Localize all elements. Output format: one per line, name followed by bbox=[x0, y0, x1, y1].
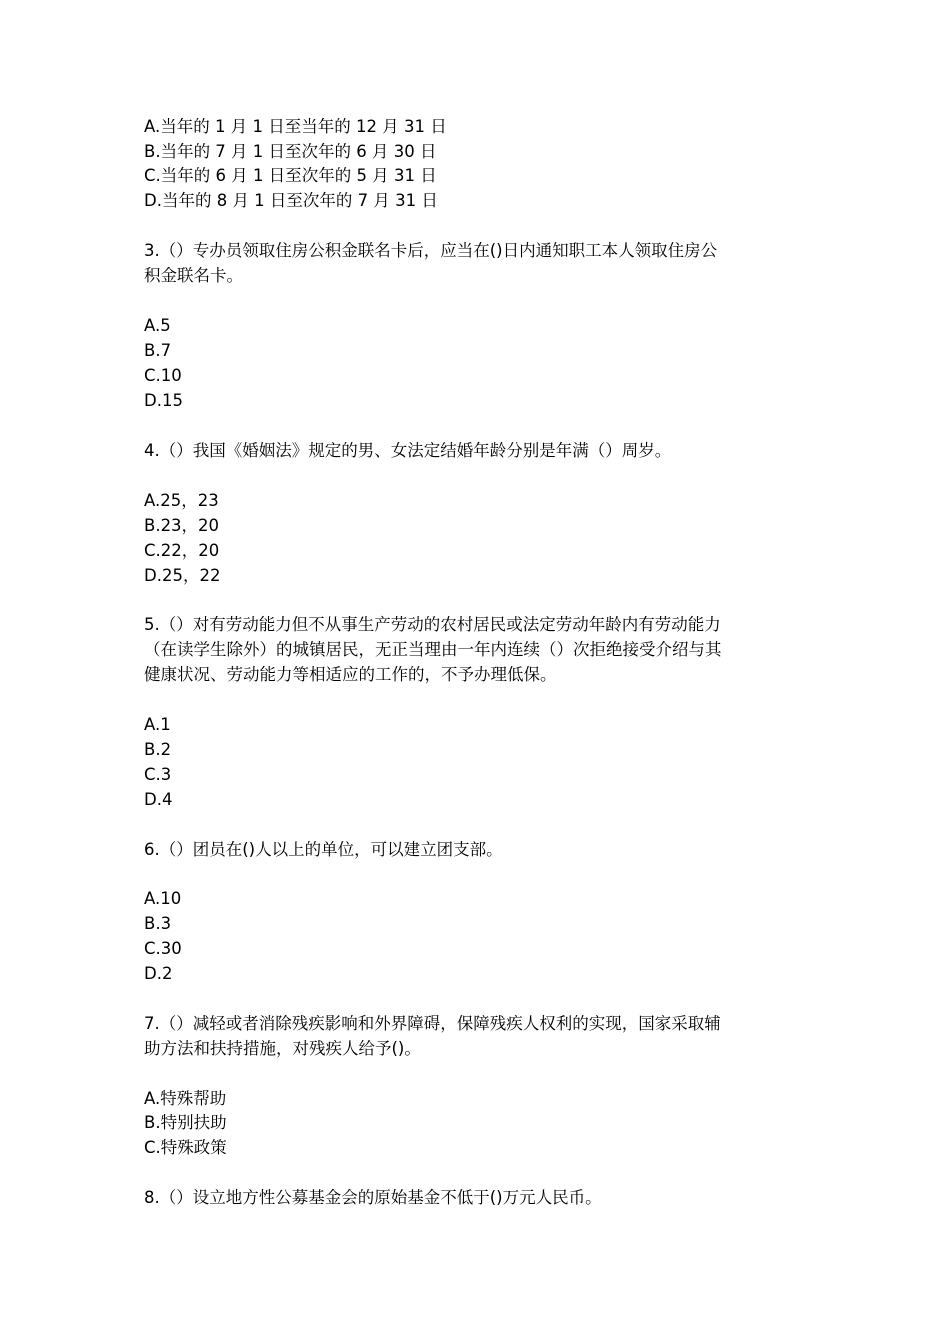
q7-option-c: C.特殊政策 bbox=[144, 1138, 227, 1157]
q7-text-line-1: 7.（）减轻或者消除残疾影响和外界障碍，保障残疾人权利的实现，国家采取辅 bbox=[144, 1014, 721, 1033]
q5-option-b: B.2 bbox=[144, 740, 172, 759]
q8-text-line-1: 8.（）设立地方性公募基金会的原始基金不低于()万元人民币。 bbox=[144, 1188, 602, 1207]
q3-option-b: B.7 bbox=[144, 341, 172, 360]
q6-option-a: A.10 bbox=[144, 889, 182, 908]
q4-option-c: C.22，20 bbox=[144, 541, 220, 560]
q5-option-c: C.3 bbox=[144, 765, 172, 784]
q3-text-line-1: 3.（）专办员领取住房公积金联名卡后，应当在()日内通知职工本人领取住房公 bbox=[144, 241, 718, 260]
q2-option-a: A.当年的 1 月 1 日至当年的 12 月 31 日 bbox=[144, 117, 447, 136]
q2-option-d: D.当年的 8 月 1 日至次年的 7 月 31 日 bbox=[144, 191, 438, 210]
q2-option-c: C.当年的 6 月 1 日至次年的 5 月 31 日 bbox=[144, 166, 437, 185]
q5-text-line-2: （在读学生除外）的城镇居民，无正当理由一年内连续（）次拒绝接受介绍与其 bbox=[144, 640, 722, 659]
q2-option-b: B.当年的 7 月 1 日至次年的 6 月 30 日 bbox=[144, 142, 437, 161]
q3-option-d: D.15 bbox=[144, 391, 183, 410]
q5-text-line-3: 健康状况、劳动能力等相适应的工作的，不予办理低保。 bbox=[144, 665, 557, 684]
q5-option-a: A.1 bbox=[144, 715, 171, 734]
q7-option-a: A.特殊帮助 bbox=[144, 1089, 227, 1108]
q6-option-b: B.3 bbox=[144, 914, 172, 933]
q7-option-b: B.特别扶助 bbox=[144, 1113, 227, 1132]
q6-text-line-1: 6.（）团员在()人以上的单位，可以建立团支部。 bbox=[144, 840, 503, 859]
q4-text-line-1: 4.（）我国《婚姻法》规定的男、女法定结婚年龄分别是年满（）周岁。 bbox=[144, 441, 672, 460]
q3-option-a: A.5 bbox=[144, 316, 171, 335]
q3-option-c: C.10 bbox=[144, 366, 182, 385]
q6-option-d: D.2 bbox=[144, 964, 173, 983]
q6-option-c: C.30 bbox=[144, 939, 182, 958]
q3-text-line-2: 积金联名卡。 bbox=[144, 266, 243, 285]
q5-option-d: D.4 bbox=[144, 790, 173, 809]
q4-option-b: B.23，20 bbox=[144, 516, 220, 535]
q4-option-d: D.25，22 bbox=[144, 566, 221, 585]
q4-option-a: A.25，23 bbox=[144, 491, 219, 510]
q5-text-line-1: 5.（）对有劳动能力但不从事生产劳动的农村居民或法定劳动年龄内有劳动能力 bbox=[144, 615, 721, 634]
q7-text-line-2: 助方法和扶持措施，对残疾人给予()。 bbox=[144, 1039, 421, 1058]
